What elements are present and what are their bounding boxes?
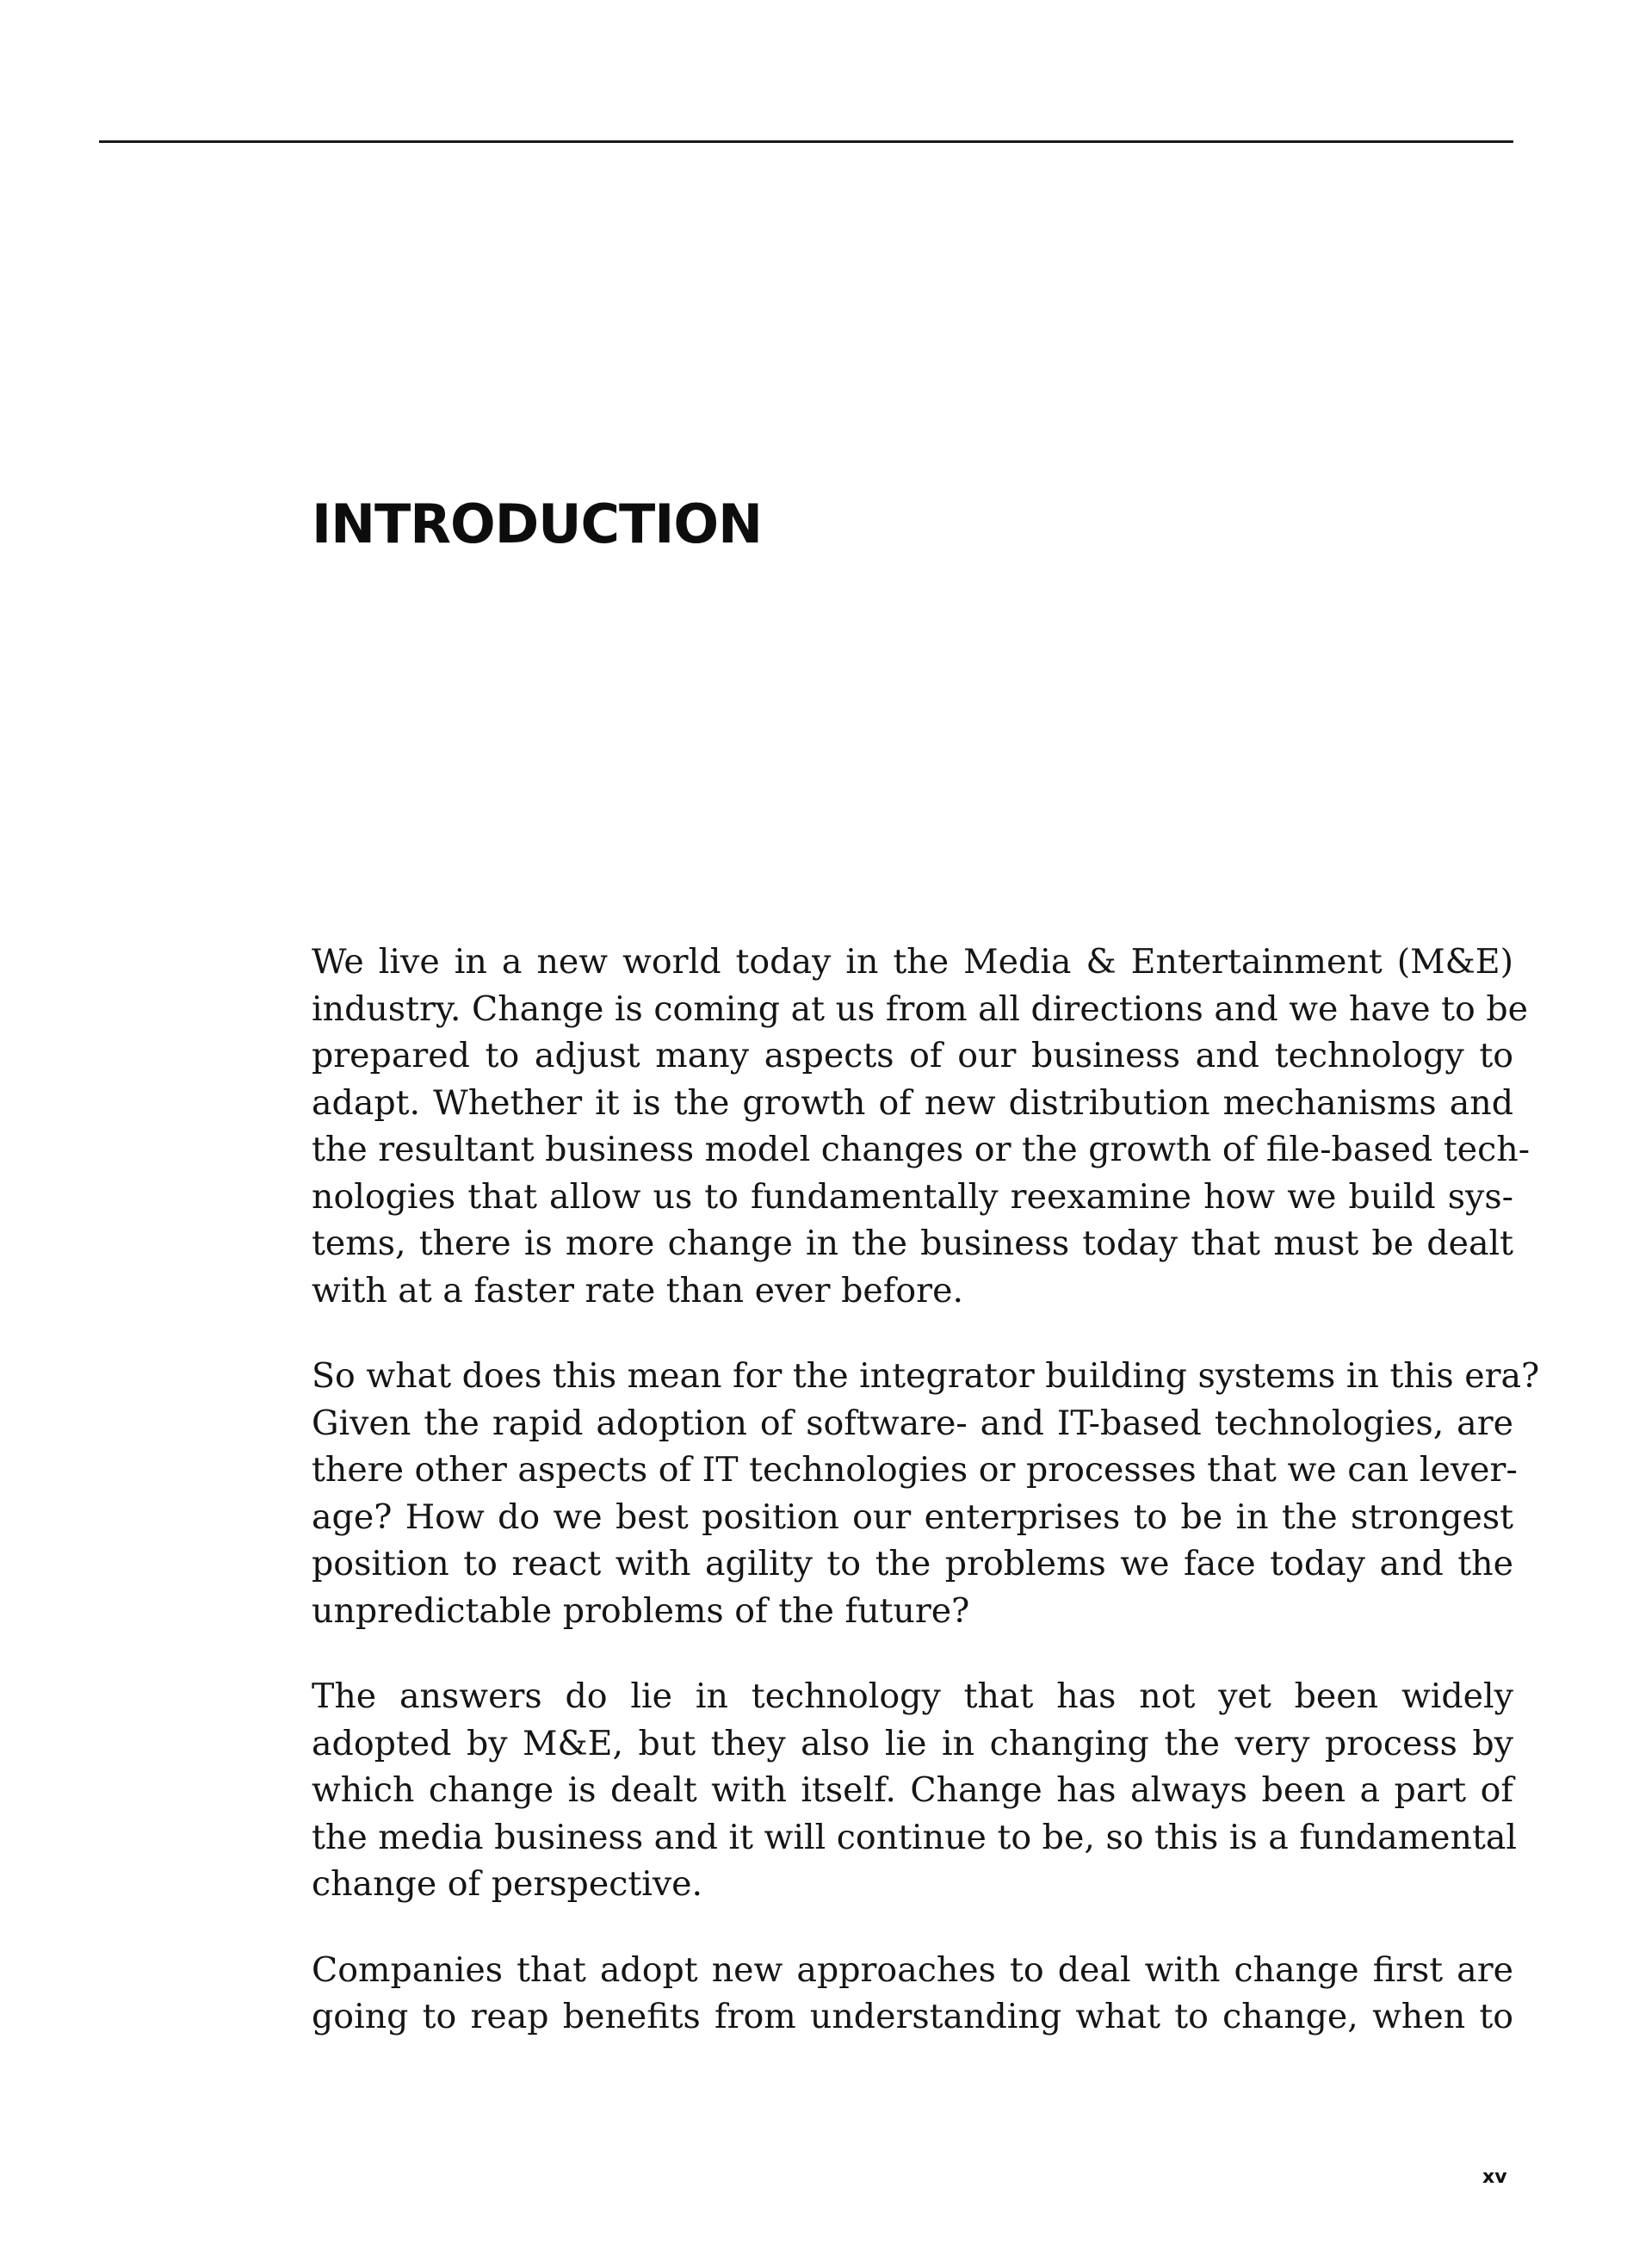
chapter-title: INTRODUCTION — [312, 493, 762, 555]
text-line: unpredictable problems of the future? — [312, 1590, 970, 1631]
paragraph-spacer — [312, 1908, 1513, 1947]
text-line: age? How do we best position our enterprises to be in the strongest — [312, 1497, 1513, 1537]
text-line: going to reap benefits from understanding what to change, when to — [312, 1997, 1513, 2036]
text-line: change of perspective. — [312, 1864, 703, 1904]
text-line: the media business and it will continue to be, so this is a fundamental — [312, 1817, 1518, 1857]
text-line: So what does this mean for the integrator building systems in this era? — [312, 1356, 1540, 1396]
paragraph-spacer — [312, 1634, 1513, 1673]
text-line: the resultant business model changes or the growth of file-based tech- — [312, 1130, 1531, 1169]
text-line: prepared to adjust many aspects of our business and technology to — [312, 1036, 1513, 1075]
paragraph-2 — [312, 1353, 1540, 1634]
paragraph-3 — [312, 1673, 1518, 1908]
text-line: Given the rapid adoption of software- and IT-based technologies, are — [312, 1403, 1513, 1443]
text-line: industry. Change is coming at us from all directions and we have to be — [312, 988, 1529, 1029]
text-line: adapt. Whether it is the growth of new distribution mechanisms and — [312, 1082, 1513, 1123]
text-line: adopted by M&E, but they also lie in changing the very process by — [312, 1723, 1513, 1763]
text-line: tems, there is more change in the business today that must be dealt — [312, 1224, 1513, 1263]
text-line: The answers do lie in technology that has not yet been widely — [312, 1676, 1513, 1716]
body-text — [312, 939, 1540, 2041]
text-line: We live in a new world today in the Media & Entertainment (M&E) — [312, 942, 1513, 982]
text-line: nologies that allow us to fundamentally reexamine how we build sys- — [312, 1176, 1513, 1217]
text-line: position to react with agility to the problems we face today and the — [312, 1544, 1513, 1583]
paragraph-spacer — [312, 1314, 1513, 1353]
text-line: which change is dealt with itself. Change has always been a part of — [312, 1770, 1513, 1810]
text-line: there other aspects of IT technologies or processes that we can lever- — [312, 1450, 1518, 1490]
page-number: xv — [1482, 2166, 1507, 2188]
paragraph-1 — [312, 939, 1531, 1314]
paragraph-4 — [312, 1947, 1513, 2041]
header-rule — [99, 140, 1513, 143]
text-line: with at a faster rate than ever before. — [312, 1270, 963, 1311]
text-line: Companies that adopt new approaches to deal with change first are — [312, 1949, 1513, 1990]
